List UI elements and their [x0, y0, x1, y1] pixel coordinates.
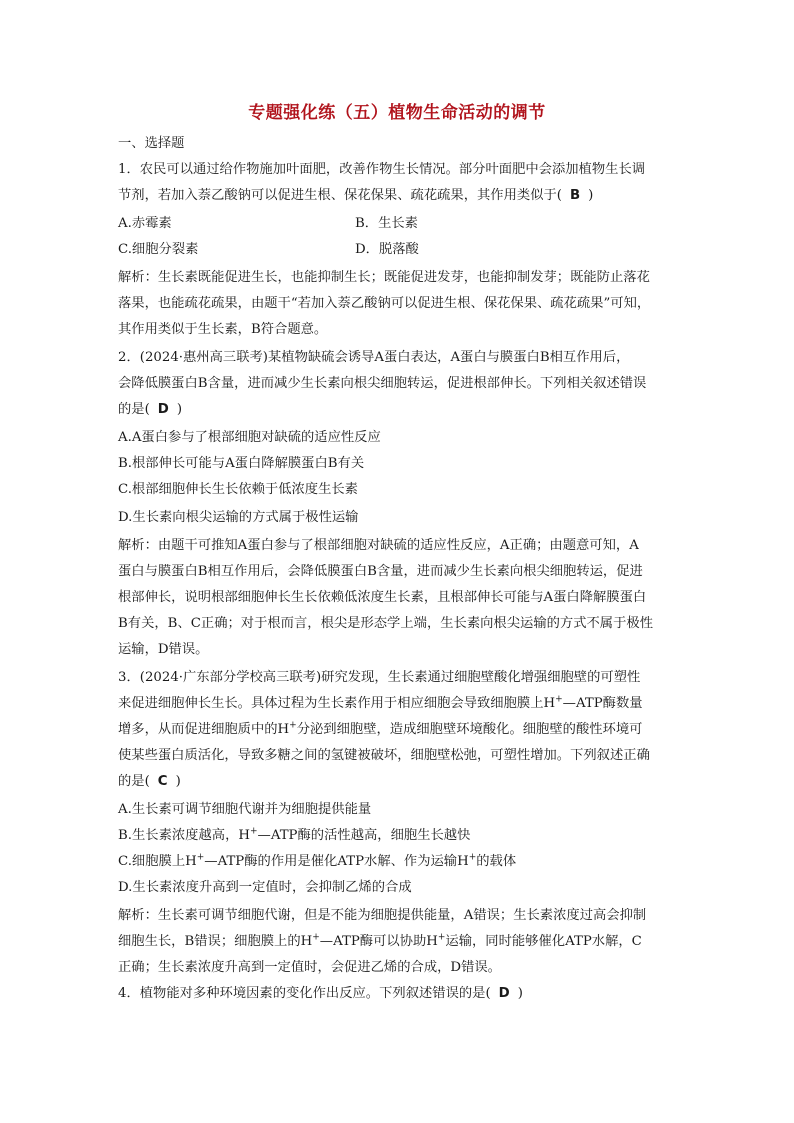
- q3-answer: C: [157, 774, 168, 789]
- superscript-plus: +: [555, 694, 563, 705]
- q3-option-c: C.细胞膜上H+—ATP酶的作用是催化ATP水解、作为运输H+的载体: [118, 852, 517, 869]
- q1-explanation-line-1: 解析：生长素既能促进生长，也能抑制生长；既能促进发芽，也能抑制发芽；既能防止落花: [118, 270, 650, 285]
- q1-answer: B: [569, 188, 581, 203]
- q2-option-b: B.根部伸长可能与A蛋白降解膜蛋白B有关: [118, 456, 365, 471]
- q3-explanation-line-2: 细胞生长，B错误；细胞膜上的H+—ATP酶可以协助H+运输，同时能够催化ATP水解，C: [118, 932, 642, 949]
- q1-stem-line-2: 节剂，若加入萘乙酸钠可以促进生根、保花保果、疏花疏果，其作用类似于( B ): [118, 186, 678, 206]
- superscript-plus: +: [437, 932, 446, 943]
- q2-explanation-line-4: B有关，B、C正确；对于根而言，根尖是形态学上端，生长素向根尖运输的方式不属于极性: [118, 616, 653, 631]
- q3-option-b: B.生长素浓度越高，H+—ATP酶的活性越高，细胞生长越快: [118, 826, 471, 843]
- q1-option-a: A.赤霉素: [118, 216, 172, 231]
- section-heading: 一、选择题: [118, 136, 185, 151]
- q3-explanation-line-3: 正确；生长素浓度升高到一定值时，会促进乙烯的合成，D错误。: [118, 960, 501, 975]
- q2-option-c: C.根部细胞伸长生长依赖于低浓度生长素: [118, 482, 358, 497]
- superscript-plus: +: [312, 932, 320, 943]
- q2-stem-line-2: 会降低膜蛋白B含量，进而减少生长素向根尖细胞转运，促进根部伸长。下列相关叙述错误: [118, 376, 647, 391]
- q1-option-d: D．脱落酸: [355, 242, 419, 257]
- q1-stem-line-1: 1．农民可以通过给作物施加叶面肥，改善作物生长情况。部分叶面肥中会添加植物生长调: [118, 162, 646, 177]
- q3-stem-line-1: 3．(2024·广东部分学校高三联考)研究发现，生长素通过细胞壁酸化增强细胞壁的可塑性: [118, 670, 641, 685]
- superscript-plus: +: [196, 852, 205, 863]
- q2-explanation-line-3: 根部伸长，说明根部细胞伸长生长依赖低浓度生长素，且根部伸长可能与A蛋白降解膜蛋白: [118, 590, 647, 605]
- q2-explanation-line-2: 蛋白与膜蛋白B相互作用后，会降低膜蛋白B含量，进而减少生长素向根尖细胞转运，促进: [118, 564, 643, 579]
- q1-option-b: B．生长素: [355, 216, 418, 231]
- q2-explanation-line-1: 解析：由题干可推知A蛋白参与了根部细胞对缺硫的适应性反应，A正确；由题意可知，A: [118, 538, 639, 553]
- superscript-plus: +: [468, 852, 477, 863]
- q3-option-d: D.生长素浓度升高到一定值时，会抑制乙烯的合成: [118, 880, 412, 895]
- q2-stem-line-1: 2．(2024·惠州高三联考)某植物缺硫会诱导A蛋白表达，A蛋白与膜蛋白B相互作用后，: [118, 350, 630, 365]
- q1-explanation-line-2: 落果，也能疏花疏果，由题干“若加入萘乙酸钠可以促进生根、保花保果、疏花疏果”可知，: [118, 296, 651, 311]
- q2-option-a: A.A蛋白参与了根部细胞对缺硫的适应性反应: [118, 430, 381, 445]
- superscript-plus: +: [249, 826, 258, 837]
- q2-stem-line-3: 的是( D ): [118, 400, 678, 420]
- q3-option-a: A.生长素可调节细胞代谢并为细胞提供能量: [118, 802, 372, 817]
- q1-option-c: C.细胞分裂素: [118, 242, 199, 257]
- q3-stem-line-5: 的是( C ): [118, 772, 678, 792]
- q2-answer: D: [157, 402, 169, 417]
- q4-stem-line-1: 4．植物能对多种环境因素的变化作出反应。下列叙述错误的是( D ): [118, 984, 678, 1004]
- superscript-plus: +: [289, 720, 297, 731]
- q4-answer: D: [498, 986, 510, 1001]
- q3-stem-line-2: 来促进细胞伸长生长。具体过程为生长素作用于相应细胞会导致细胞膜上H+—ATP酶数量: [118, 694, 643, 711]
- page-title: 专题强化练（五）植物生命活动的调节: [248, 103, 546, 123]
- q2-explanation-line-5: 运输，D错误。: [118, 642, 209, 657]
- q1-explanation-line-3: 其作用类似于生长素，B符合题意。: [118, 322, 328, 337]
- q2-option-d: D.生长素向根尖运输的方式属于极性运输: [118, 510, 359, 525]
- q3-explanation-line-1: 解析：生长素可调节细胞代谢，但是不能为细胞提供能量，A错误；生长素浓度过高会抑制: [118, 908, 647, 923]
- q3-stem-line-4: 使某些蛋白质活化，导致多糖之间的氢键被破坏，细胞壁松弛，可塑性增加。下列叙述正确: [118, 748, 650, 763]
- q3-stem-line-3: 增多，从而促进细胞质中的H+分泌到细胞壁，造成细胞壁环境酸化。细胞壁的酸性环境可: [118, 720, 643, 737]
